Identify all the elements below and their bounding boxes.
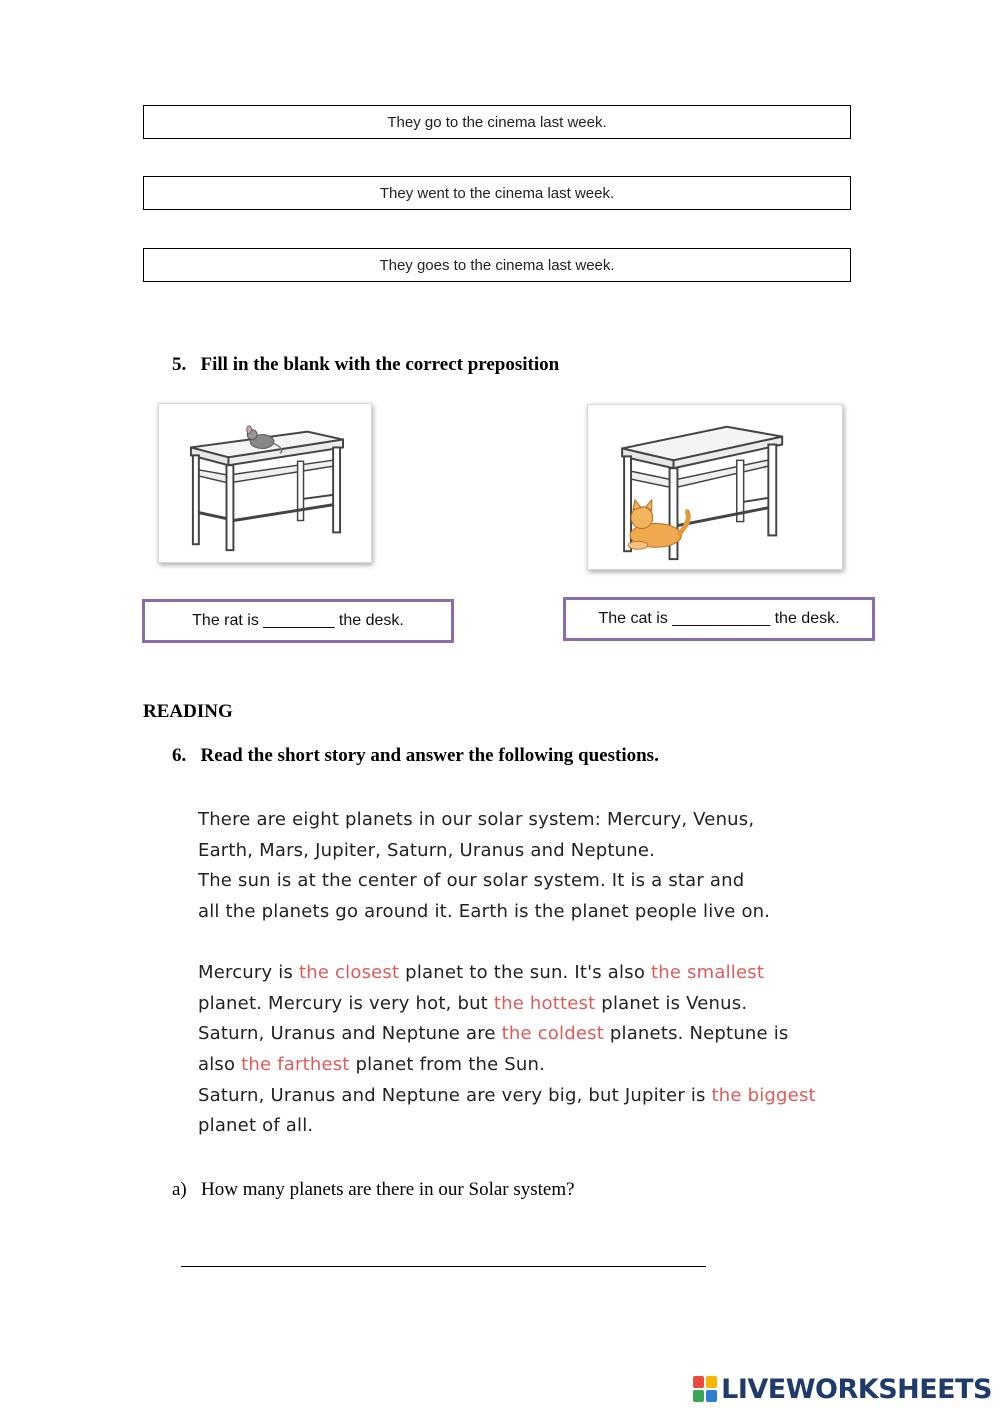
option-box-2[interactable]: They went to the cinema last week. [143, 176, 851, 210]
question-a [172, 1179, 575, 1201]
story-text: Mercury is [198, 961, 299, 983]
highlight-superlative: the biggest [711, 1084, 816, 1106]
reading-heading: READING [143, 701, 233, 722]
story-text: planet is Venus. Saturn, Uranus and Neptune are [198, 992, 748, 1045]
question-text: How many planets are there in our Solar system? [201, 1179, 575, 1200]
cat-blank-box[interactable]: The cat is ___________ the desk. [563, 597, 875, 641]
section-title: Fill in the blank with the correct preposition [200, 354, 560, 375]
rat-blank-box[interactable]: The rat is ________ the desk. [142, 599, 454, 643]
desk-with-cat-illustration [588, 405, 842, 569]
highlight-superlative: the hottest [493, 992, 596, 1014]
answer-line-a[interactable] [181, 1266, 706, 1267]
section-number: 5. [172, 354, 187, 375]
planet-story [198, 805, 818, 1142]
section-6-heading [172, 745, 659, 767]
highlight-superlative: the smallest [650, 961, 765, 983]
story-text: planet from the Sun. [349, 1053, 546, 1075]
story-line: There are eight planets in our solar system: Mercury, Venus, [198, 809, 755, 830]
story-line: The sun is at the center of our solar system. It is a star and [198, 870, 745, 892]
option-box-3[interactable]: They goes to the cinema last week. [143, 248, 851, 282]
logo-mark-icon [693, 1376, 717, 1402]
section-title: Read the short story and answer the following questions. [200, 745, 659, 766]
highlight-superlative: the farthest [241, 1053, 350, 1075]
story-paragraph-3 [198, 1081, 818, 1142]
section-5-heading [172, 354, 559, 376]
story-text: planet. Mercury is very hot, but [198, 992, 494, 1014]
story-text: planet of all. [198, 1115, 314, 1137]
story-text: planet to the sun. It's also [399, 961, 651, 983]
cat-desk-image [587, 404, 843, 570]
highlight-superlative: the closest [299, 961, 400, 983]
option-box-1[interactable]: They go to the cinema last week. [143, 105, 851, 139]
highlight-superlative: the coldest [501, 1023, 604, 1045]
rat-desk-image [158, 403, 372, 563]
liveworksheets-logo [693, 1371, 992, 1407]
story-line: all the planets go around it. Earth is the planet people live on. [198, 901, 771, 923]
story-text: planets. Neptune is also [198, 1023, 789, 1075]
story-paragraph-2 [198, 958, 818, 1081]
section-number: 6. [172, 745, 187, 766]
question-label: a) [172, 1179, 187, 1200]
desk-with-rat-illustration [159, 404, 371, 562]
logo-text: LIVEWORKSHEETS [721, 1373, 992, 1405]
story-text: Saturn, Uranus and Neptune are very big, but Jupiter is [198, 1084, 712, 1106]
story-line: Earth, Mars, Jupiter, Saturn, Uranus and Neptune. [198, 839, 656, 861]
